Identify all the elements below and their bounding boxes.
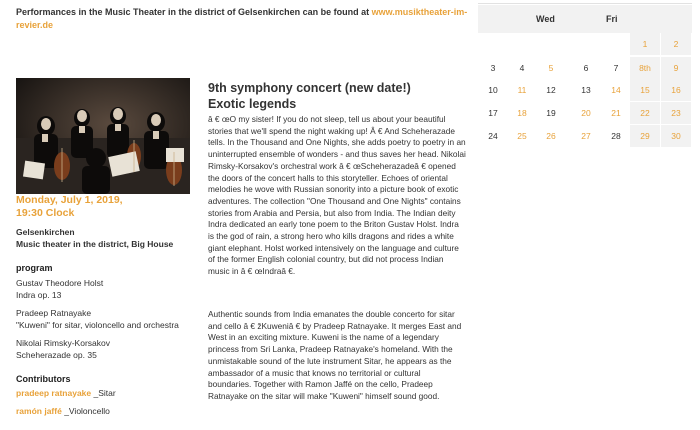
concert-title-line1: 9th symphony concert (new date!) <box>208 81 411 95</box>
program-heading: program <box>16 263 53 273</box>
calendar-day[interactable]: 11 <box>517 85 527 95</box>
gelsenkirchen-notice <box>16 6 471 32</box>
contributor-name-link[interactable]: pradeep ratnayake <box>16 388 92 398</box>
concert-subtitle: Exotic legends <box>208 97 297 111</box>
program-work: "Kuweni" for sitar, violoncello and orchestra <box>16 320 179 330</box>
calendar-day[interactable]: 8th <box>630 57 660 79</box>
program-composer: Gustav Theodore Holst <box>16 278 104 288</box>
program-composer: Nikolai Rimsky-Korsakov <box>16 338 110 348</box>
musiktheater-link[interactable]: www.musiktheater-im-revier.de <box>16 7 468 30</box>
program-item-1 <box>16 277 206 301</box>
event-date-line1: Monday, July 1, 2019, <box>16 194 123 206</box>
calendar-day: 6 <box>583 63 589 73</box>
event-calendar <box>478 0 692 150</box>
event-city: Gelsenkirchen <box>16 227 75 237</box>
description-paragraph-2: Authentic sounds from India emanates the double concerto for sitar and cello â € žKuweniâ € by Pradeep Ratnayake. It merges East and West in an exciting mixture. Kuweni is the name of a legendary princess from Sri Lanka, Pradeep Ratnayake's homeland. With the unmistakable sound of the lute instrument Sitar, he appears as the ambassador of a music that knows no territorial or cultural boundaries. Together with Ramon Jaffé on the cello, Pradeep Ratnayake on the sitar will make "Kuweni" himself sound good. <box>208 309 462 401</box>
calendar-day: 28 <box>611 131 621 141</box>
event-date <box>16 194 196 220</box>
calendar-day: 4 <box>519 63 525 73</box>
contributor-cello <box>16 406 110 416</box>
calendar-day[interactable]: 20 <box>581 108 591 118</box>
calendar-day[interactable]: 27 <box>581 131 591 141</box>
weekday-wed: Wed <box>536 14 555 24</box>
calendar-day[interactable]: 29 <box>630 125 660 147</box>
program-item-3 <box>16 337 206 361</box>
contributor-sitar <box>16 388 116 398</box>
weekday-fri: Fri <box>606 14 618 24</box>
program-composer: Pradeep Ratnayake <box>16 308 92 318</box>
event-time: 19:30 Clock <box>16 207 75 219</box>
program-work: Scheherazade op. 35 <box>16 350 97 360</box>
calendar-day: 7 <box>613 63 619 73</box>
calendar-day: 13 <box>581 85 591 95</box>
concert-photo <box>16 78 190 194</box>
calendar-month-bar <box>478 0 692 4</box>
calendar-day[interactable]: 26 <box>546 131 556 141</box>
calendar-day[interactable]: 16 <box>661 79 691 101</box>
calendar-day[interactable]: 14 <box>611 85 621 95</box>
calendar-day[interactable]: 22 <box>630 102 660 124</box>
concert-title <box>208 80 468 112</box>
contributor-role: _Violoncello <box>61 406 110 416</box>
calendar-day[interactable]: 2 <box>661 33 691 55</box>
contributor-role: _Sitar <box>91 388 116 398</box>
calendar-day[interactable]: 23 <box>661 102 691 124</box>
program-item-2 <box>16 307 206 331</box>
calendar-day: 24 <box>488 131 498 141</box>
calendar-day: 10 <box>488 85 498 95</box>
event-venue <box>16 226 206 250</box>
calendar-day[interactable]: 1 <box>630 33 660 55</box>
calendar-day[interactable]: 9 <box>661 57 691 79</box>
event-hall: Music theater in the district, Big House <box>16 239 174 249</box>
program-work: Indra op. 13 <box>16 290 62 300</box>
calendar-day: 17 <box>488 108 498 118</box>
calendar-day[interactable]: 5 <box>548 63 554 73</box>
calendar-day[interactable]: 21 <box>611 108 621 118</box>
calendar-day[interactable]: 25 <box>517 131 527 141</box>
calendar-day: 3 <box>490 63 496 73</box>
calendar-day: 19 <box>546 108 556 118</box>
calendar-day[interactable]: 15 <box>630 79 660 101</box>
calendar-day[interactable]: 30 <box>661 125 691 147</box>
calendar-header <box>478 5 692 33</box>
description-paragraph-1: â € œO my sister! If you do not sleep, tell us about your beautiful stories that we'll spend the night waking up! Â € And Scheherazade tells. In the Thousand and One Nights, she adds poetry to poetry in an uninterrupted ensemble of wonders - and thus saves her head. Nikolai Rimsky-Korsakov's orchestral work â € œScheherazadeâ € opened the doors of the concert halls to this storyteller. Echoes of oriental melodies he wove with Russian sonority into a picture book of exotic adventures. The collection "One Thousand and One Nights" contains stories from Arabia and Persia, but also from India. The Indian deity Indra dedicated an early tone poem to the Briton Gustav Holst. Indra is the god of rain, a strong hero who kills dragons and rides a white giant elephant. Holst worked intensively on the language and culture of the former English colonial country, but did not process Indian music in â € œIndraâ €. <box>208 114 466 277</box>
contributor-name-link[interactable]: ramón jaffé <box>16 406 62 416</box>
calendar-day[interactable]: 18 <box>517 108 527 118</box>
calendar-day: 12 <box>546 85 556 95</box>
calendar-month-label <box>558 0 591 1</box>
contributors-heading: Contributors <box>16 374 71 384</box>
notice-text: Performances in the Music Theater in the district of Gelsenkirchen can be found at <box>16 7 372 17</box>
